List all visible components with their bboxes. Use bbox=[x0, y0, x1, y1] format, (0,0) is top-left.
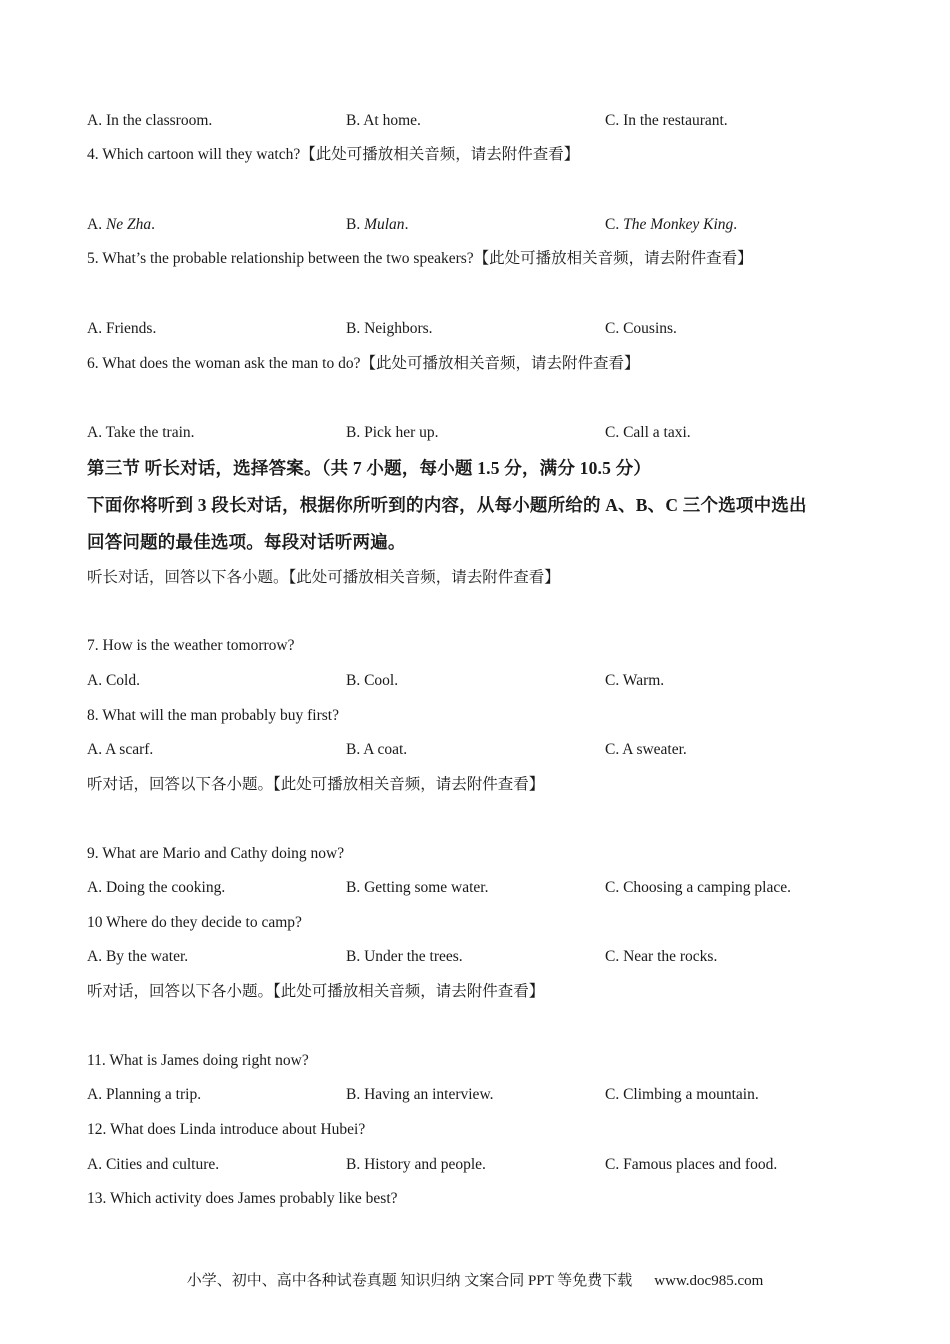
section3-title: 第三节 听长对话，选择答案。（共 7 小题，每小题 1.5 分，满分 10.5 分） bbox=[87, 458, 652, 478]
q4-question: 4. Which cartoon will they watch?【此处可播放相关音频，请去附件查看】 bbox=[87, 146, 580, 163]
q3-options bbox=[87, 111, 867, 131]
q5-question: 5. What’s the probable relationship between the two speakers?【此处可播放相关音频，请去附件查看】 bbox=[87, 250, 753, 267]
q8-option-a: A. A scarf. bbox=[87, 741, 154, 758]
q6-options bbox=[87, 423, 867, 443]
q4-option-c: C. The Monkey King. bbox=[605, 216, 738, 233]
q13-question: 13. Which activity does James probably like best? bbox=[87, 1190, 398, 1207]
q9-option-c: C. Choosing a camping place. bbox=[605, 879, 791, 896]
q4-option-c-title: The Monkey King bbox=[623, 216, 734, 233]
page-footer bbox=[0, 1269, 950, 1290]
q12-option-b: B. History and people. bbox=[346, 1156, 486, 1173]
dialogue2-intro: 听对话，回答以下各小题。【此处可播放相关音频，请去附件查看】 bbox=[87, 776, 545, 793]
q10-question: 10 Where do they decide to camp? bbox=[87, 914, 302, 931]
q11-options bbox=[87, 1085, 867, 1105]
q11-question: 11. What is James doing right now? bbox=[87, 1052, 309, 1069]
q3-option-c: C. In the restaurant. bbox=[605, 112, 728, 129]
q10-option-c: C. Near the rocks. bbox=[605, 948, 718, 965]
section3-instruction-line1: 下面你将听到 3 段长对话，根据你所听到的内容，从每小题所给的 A、B、C 三个选项中选出 bbox=[87, 495, 807, 515]
q4-option-b: B. Mulan. bbox=[346, 216, 409, 233]
footer-site-link[interactable]: www.doc985.com bbox=[654, 1273, 764, 1289]
q7-options bbox=[87, 671, 867, 691]
q8-option-c: C. A sweater. bbox=[605, 741, 687, 758]
q10-options bbox=[87, 947, 867, 967]
q5-option-a: A. Friends. bbox=[87, 320, 157, 337]
q4-option-a: A. Ne Zha. bbox=[87, 216, 156, 233]
q9-question: 9. What are Mario and Cathy doing now? bbox=[87, 845, 345, 862]
q6-question: 6. What does the woman ask the man to do?【此处可播放相关音频，请去附件查看】 bbox=[87, 355, 640, 372]
q6-option-c: C. Call a taxi. bbox=[605, 424, 691, 441]
q8-question: 8. What will the man probably buy first? bbox=[87, 707, 339, 724]
q9-option-a: A. Doing the cooking. bbox=[87, 879, 226, 896]
q7-option-b: B. Cool. bbox=[346, 672, 399, 689]
q5-options bbox=[87, 319, 867, 339]
q12-option-c: C. Famous places and food. bbox=[605, 1156, 778, 1173]
q12-options bbox=[87, 1155, 867, 1175]
q3-option-b: B. At home. bbox=[346, 112, 421, 129]
q10-option-b: B. Under the trees. bbox=[346, 948, 463, 965]
q7-question: 7. How is the weather tomorrow? bbox=[87, 637, 295, 654]
q7-option-c: C. Warm. bbox=[605, 672, 665, 689]
q11-option-a: A. Planning a trip. bbox=[87, 1086, 202, 1103]
dialogue1-intro: 听长对话，回答以下各小题。【此处可播放相关音频，请去附件查看】 bbox=[87, 569, 560, 586]
dialogue3-intro: 听对话，回答以下各小题。【此处可播放相关音频，请去附件查看】 bbox=[87, 983, 545, 1000]
q4-options bbox=[87, 215, 867, 235]
q11-option-b: B. Having an interview. bbox=[346, 1086, 494, 1103]
q6-option-a: A. Take the train. bbox=[87, 424, 195, 441]
q10-option-a: A. By the water. bbox=[87, 948, 189, 965]
q5-option-c: C. Cousins. bbox=[605, 320, 677, 337]
q4-option-b-title: Mulan bbox=[364, 216, 405, 233]
q11-option-c: C. Climbing a mountain. bbox=[605, 1086, 759, 1103]
q5-option-b: B. Neighbors. bbox=[346, 320, 433, 337]
q12-option-a: A. Cities and culture. bbox=[87, 1156, 220, 1173]
q8-option-b: B. A coat. bbox=[346, 741, 408, 758]
section3-instruction-line2: 回答问题的最佳选项。每段对话听两遍。 bbox=[87, 532, 406, 552]
q4-option-a-title: Ne Zha bbox=[105, 216, 152, 233]
footer-text: 小学、初中、高中各种试卷真题 知识归纳 文案合同 PPT 等免费下载 bbox=[186, 1273, 633, 1289]
q8-options bbox=[87, 740, 867, 760]
q12-question: 12. What does Linda introduce about Hubei? bbox=[87, 1121, 366, 1138]
q9-options bbox=[87, 878, 867, 898]
q7-option-a: A. Cold. bbox=[87, 672, 140, 689]
q9-option-b: B. Getting some water. bbox=[346, 879, 489, 896]
q6-option-b: B. Pick her up. bbox=[346, 424, 439, 441]
q3-option-a: A. In the classroom. bbox=[87, 112, 213, 129]
